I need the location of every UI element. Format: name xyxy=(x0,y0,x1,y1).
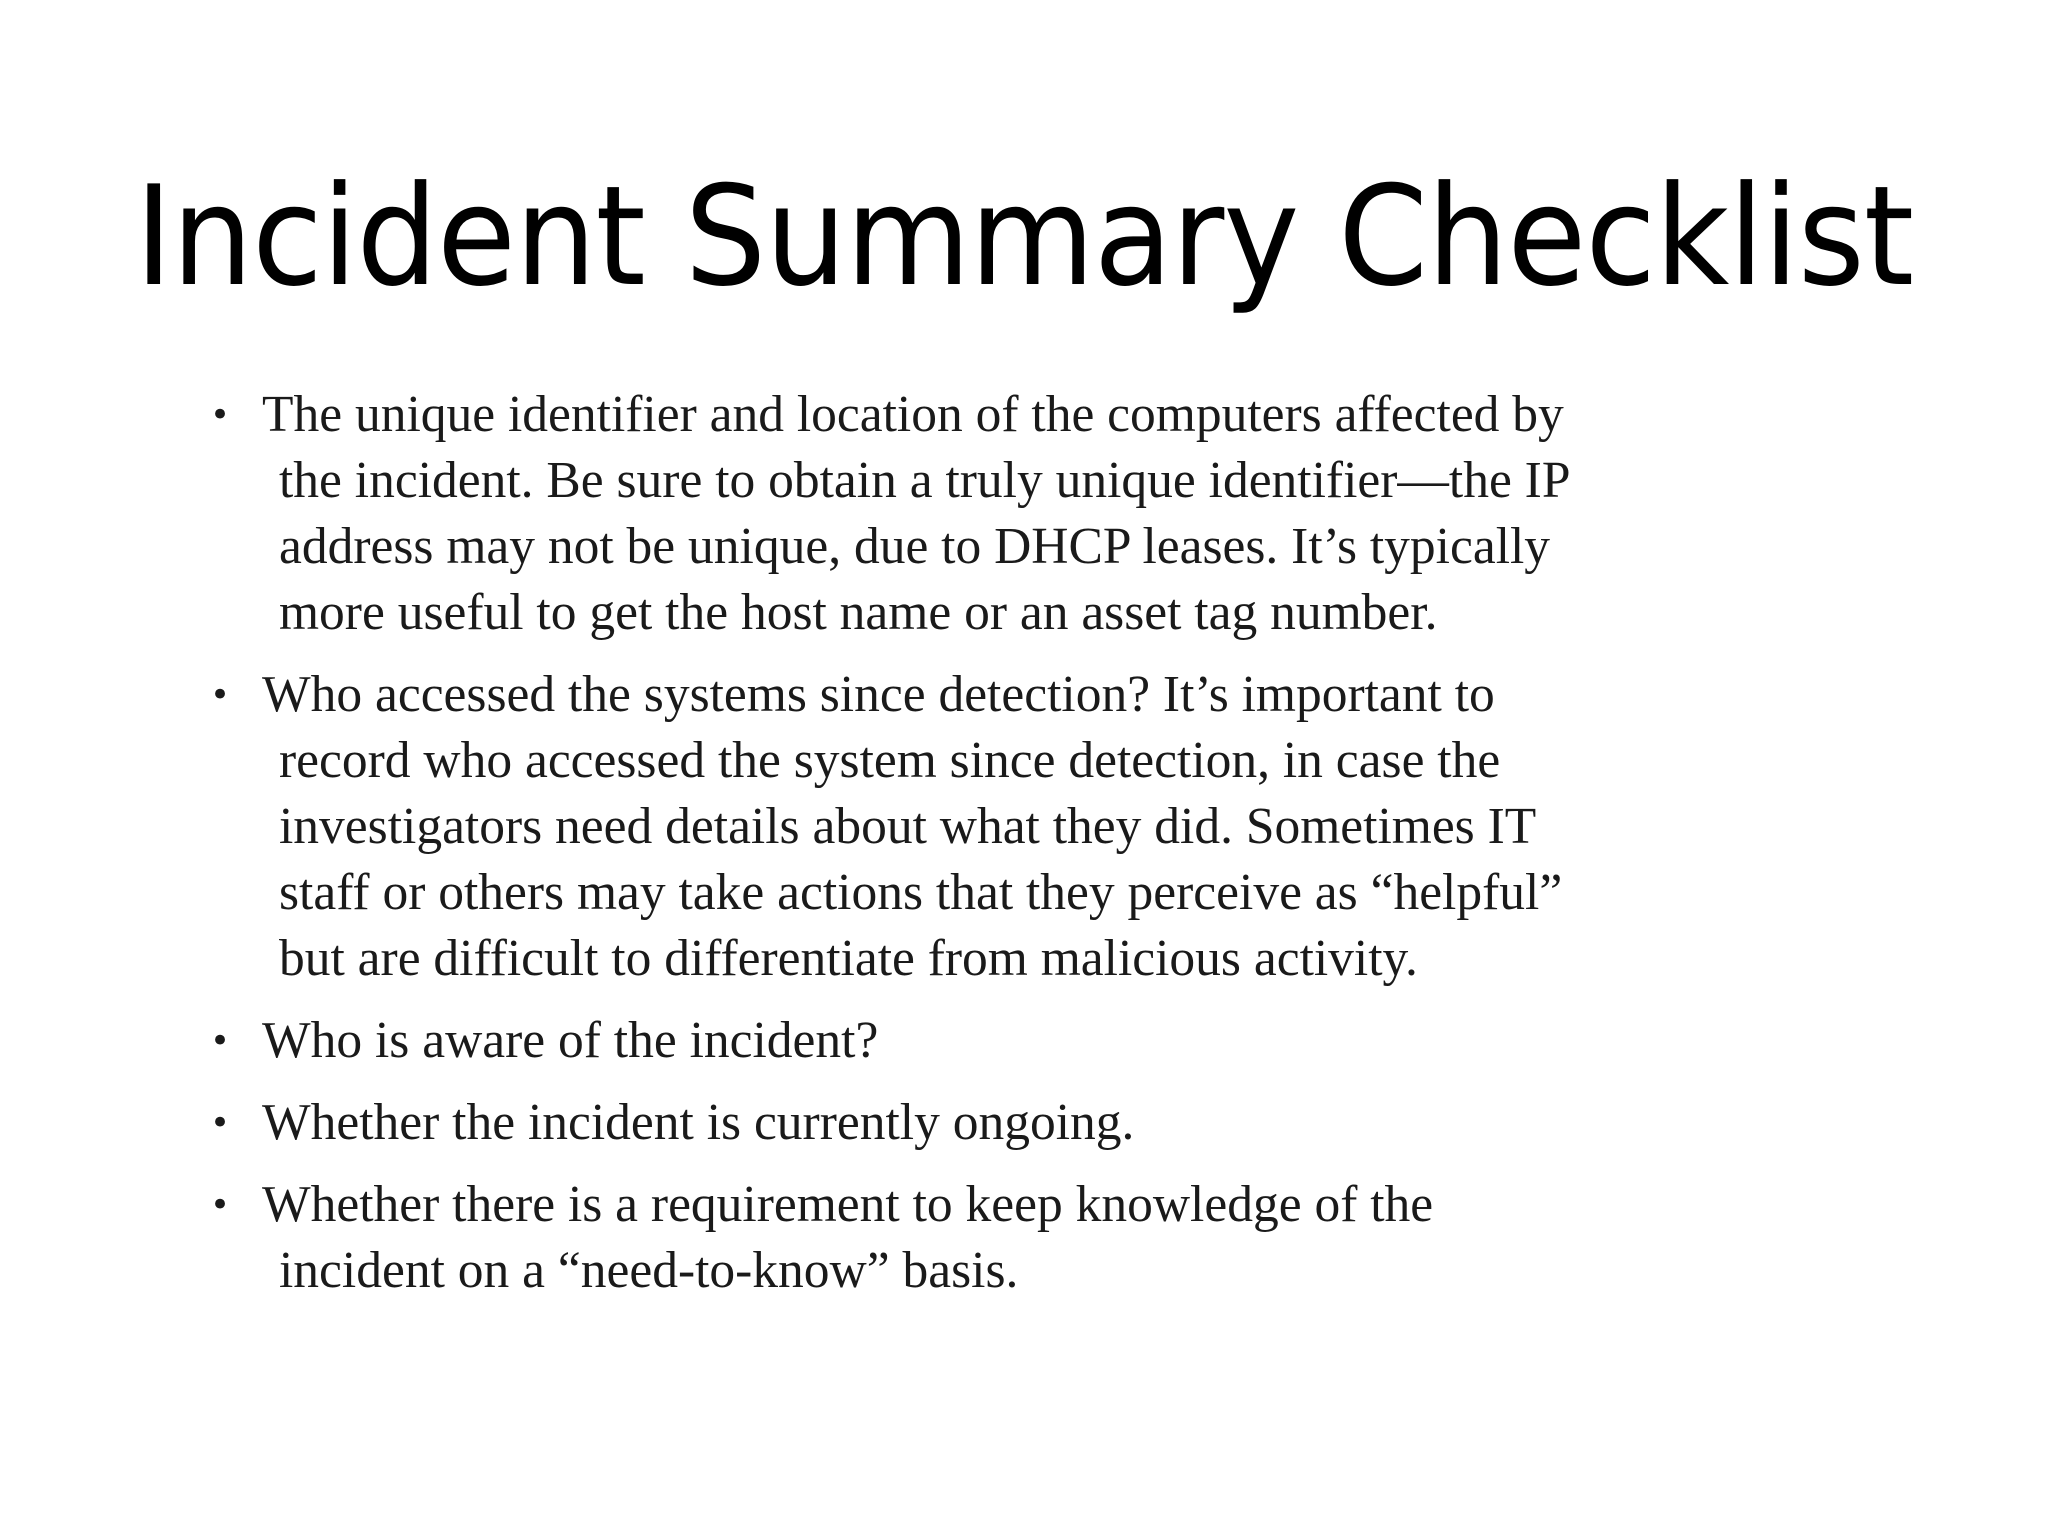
checklist-item-text-line: record who accessed the system since detection, in case the xyxy=(279,732,1501,789)
checklist-item-text-line: Whether there is a requirement to keep knowledge of the xyxy=(262,1176,1434,1233)
checklist-item xyxy=(210,662,1860,992)
checklist-item-text-line: incident on a “need-to-know” basis. xyxy=(279,1242,1019,1299)
checklist-item xyxy=(210,1008,1860,1074)
slide-title: Incident Summary Checklist xyxy=(134,156,1914,317)
checklist-item-text-line: the incident. Be sure to obtain a truly unique identifier—the IP xyxy=(279,452,1571,509)
bullet-icon: • xyxy=(210,1103,231,1143)
checklist-item-text-line: address may not be unique, due to DHCP leases. It’s typically xyxy=(279,518,1551,575)
checklist-item xyxy=(210,1090,1860,1156)
bullet-icon: • xyxy=(210,1185,231,1225)
bullet-icon: • xyxy=(210,675,231,715)
checklist-item-text-line: but are difficult to differentiate from malicious activity. xyxy=(279,930,1418,987)
checklist-item-text-line: The unique identifier and location of the computers affected by xyxy=(262,386,1564,443)
checklist-item-text-line: Whether the incident is currently ongoing. xyxy=(262,1094,1135,1151)
checklist-item-text-line: investigators need details about what they did. Sometimes IT xyxy=(279,798,1537,855)
checklist-item xyxy=(210,1172,1860,1304)
checklist-item xyxy=(210,382,1860,646)
checklist-item-text-line: Who is aware of the incident? xyxy=(262,1012,879,1069)
checklist-item-text-line: more useful to get the host name or an asset tag number. xyxy=(279,584,1438,641)
checklist-item-text-line: staff or others may take actions that they perceive as “helpful” xyxy=(279,864,1563,921)
bullet-icon: • xyxy=(210,1021,231,1061)
checklist xyxy=(210,382,1860,1320)
checklist-item-text-line: Who accessed the systems since detection? It’s important to xyxy=(262,666,1495,723)
bullet-icon: • xyxy=(210,395,231,435)
